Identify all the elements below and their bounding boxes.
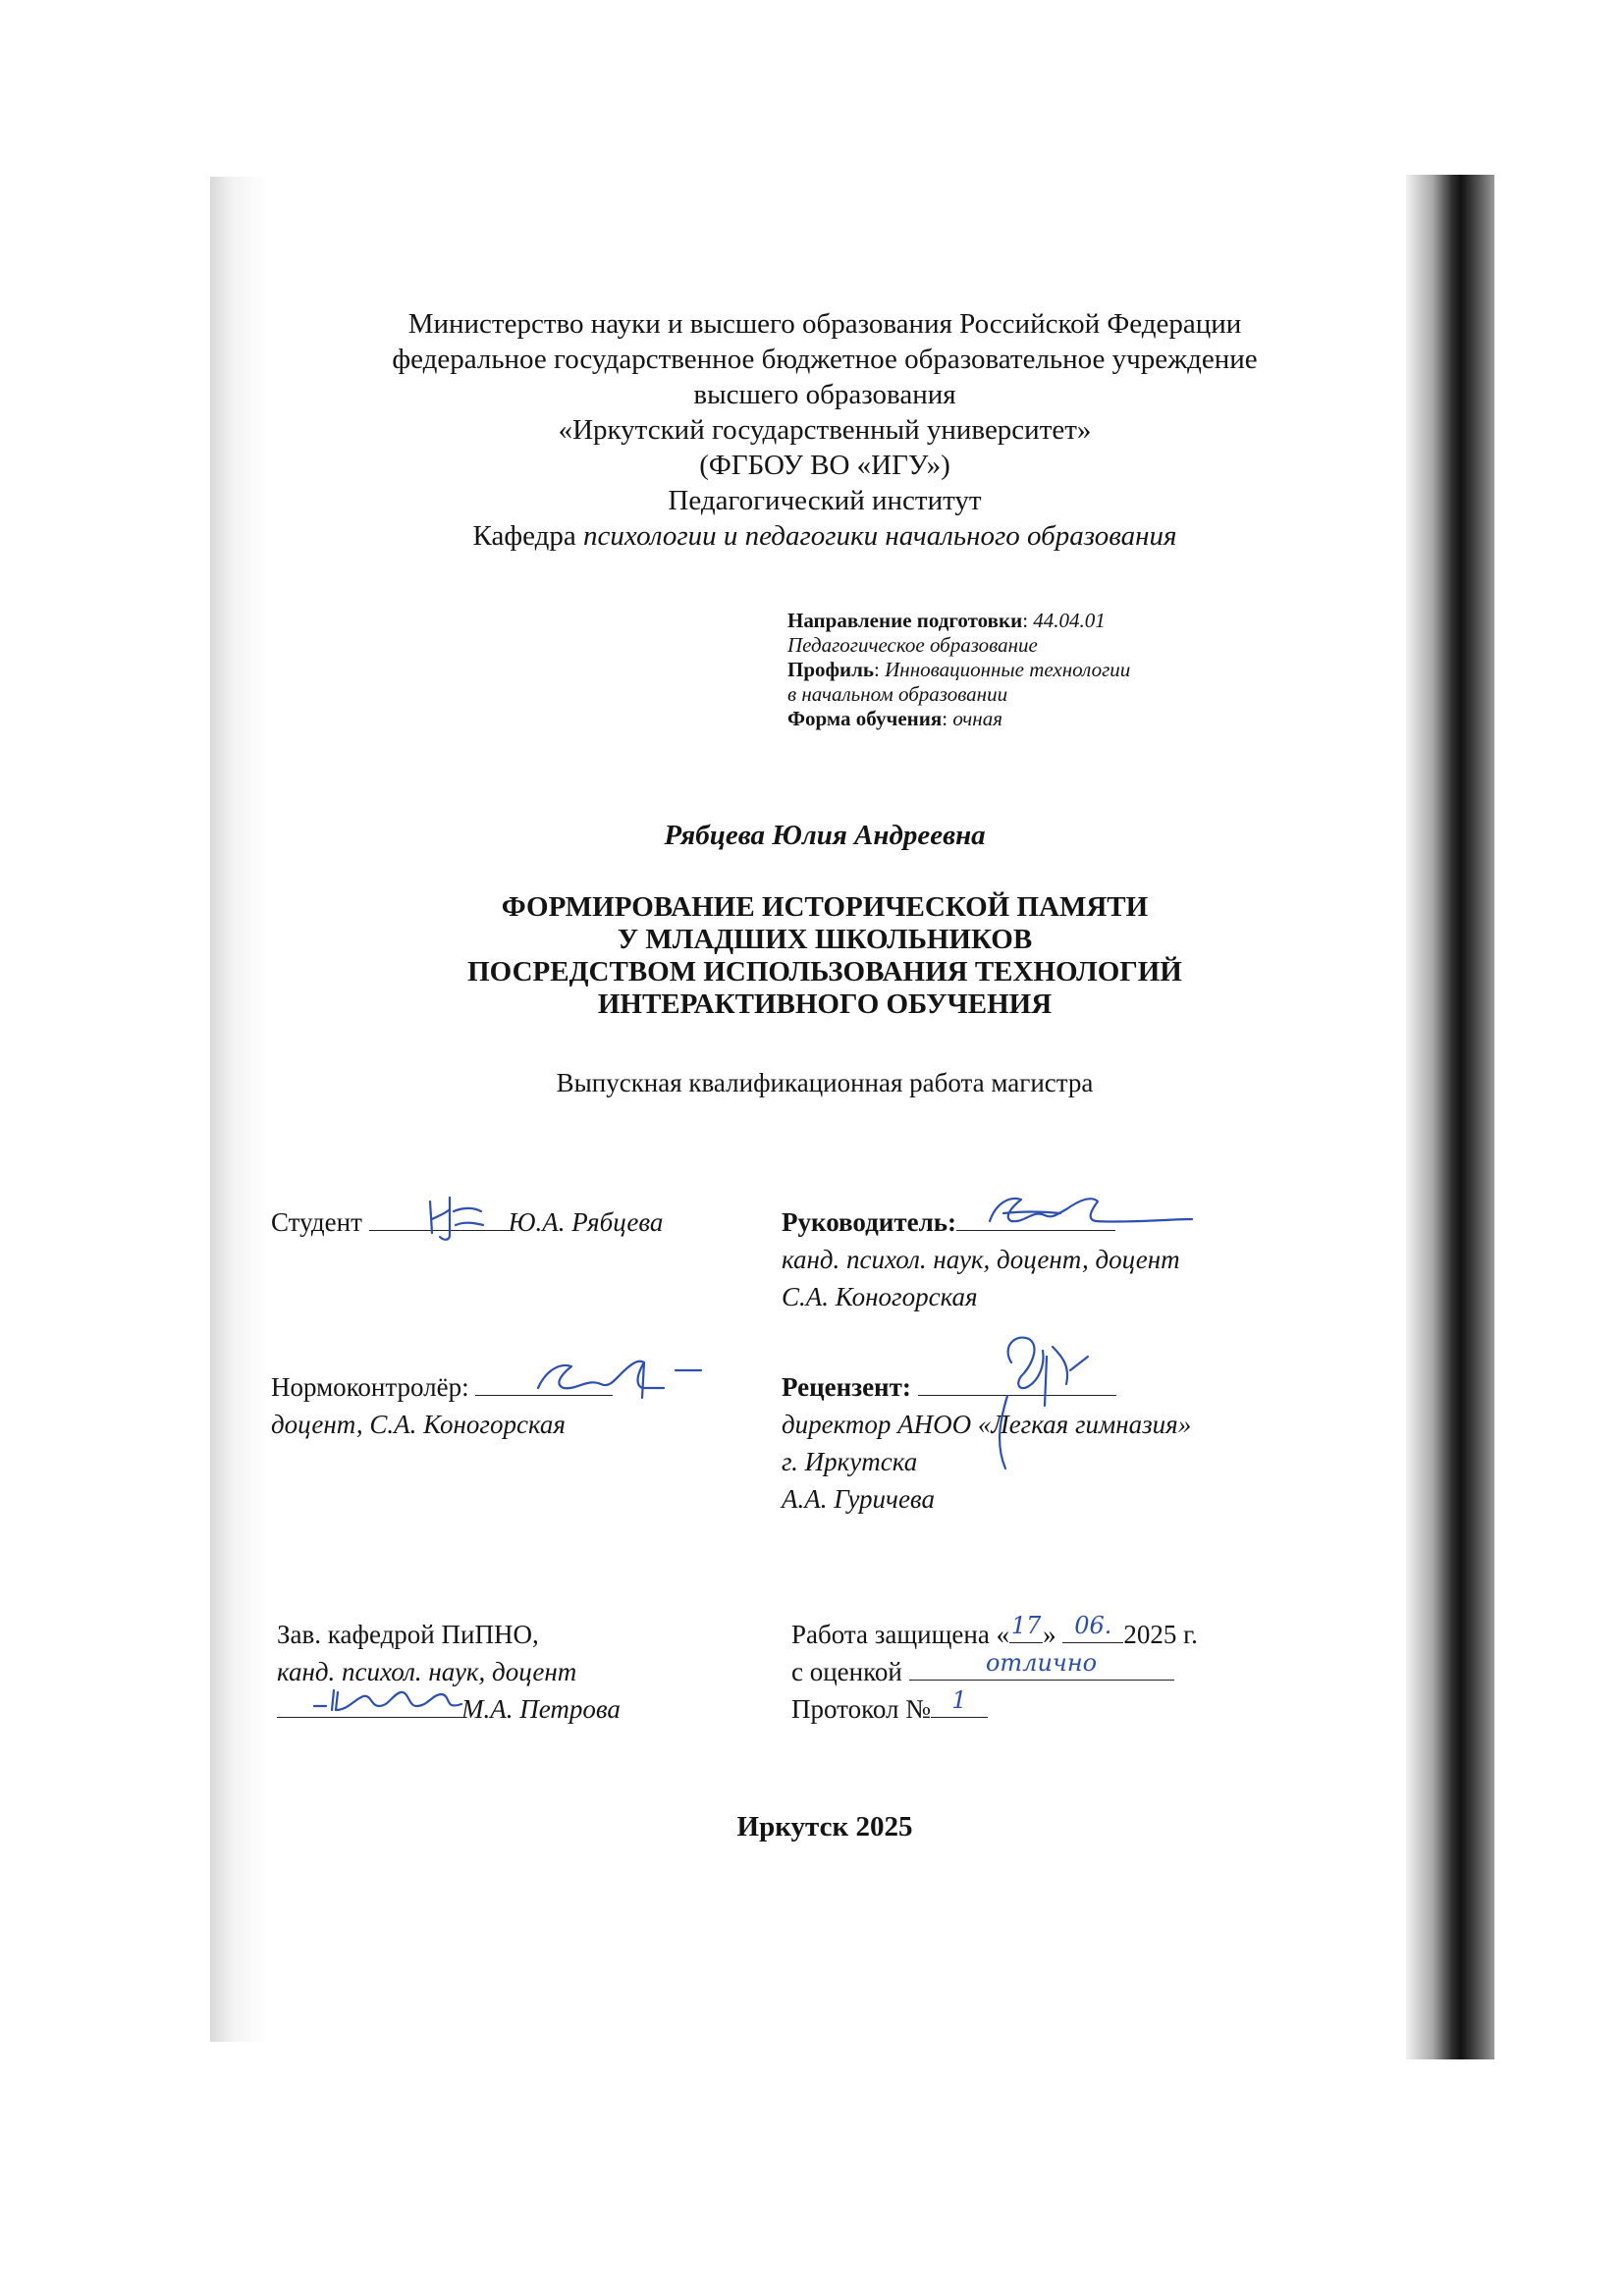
normcontrol-signature-icon xyxy=(528,1349,705,1406)
normcontrol-label: Нормоконтролёр xyxy=(271,1372,462,1402)
supervisor-position: канд. психол. наук, доцент, доцент xyxy=(782,1245,1180,1274)
defense-block xyxy=(791,1612,1322,1728)
city-year: Иркутск 2025 xyxy=(736,1811,913,1842)
scan-left-edge-shadow xyxy=(210,177,269,2042)
author-name: Рябцева Юлия Андреевна xyxy=(664,820,986,851)
student-name: Ю.А. Рябцева xyxy=(508,1207,664,1237)
protocol-field xyxy=(931,1686,988,1718)
supervisor-name: С.А. Коногорская xyxy=(782,1282,978,1311)
direction-code: 44.04.01 xyxy=(1033,609,1106,632)
reviewer-signature-icon xyxy=(972,1327,1100,1474)
supervisor-label: Руководитель xyxy=(782,1207,948,1237)
direction-name: Педагогическое образование xyxy=(787,633,1038,657)
defense-quote-close: » xyxy=(1043,1620,1056,1649)
form-label: Форма обучения xyxy=(787,707,943,730)
reviewer-signature-block: Рецензент: директор АНОО «Легкая гимназия» г. Иркутска А.А. Гуричева xyxy=(782,1368,1331,1518)
profile-row: Профиль: Инновационные технологии xyxy=(787,658,1131,681)
title-line: У МЛАДШИХ ШКОЛЬНИКОВ xyxy=(617,924,1033,955)
grade-field xyxy=(909,1649,1174,1681)
student-signature-icon xyxy=(420,1190,489,1249)
program-specs xyxy=(787,609,1298,731)
abbreviation-line: (ФГБОУ ВО «ИГУ») xyxy=(699,450,950,481)
profile-value-line2: в начальном образовании xyxy=(787,682,1008,706)
head-name: М.А. Петрова xyxy=(461,1694,621,1724)
defense-day-field xyxy=(1009,1612,1043,1643)
scan-right-edge-shadow xyxy=(1406,175,1494,2059)
department-prefix: Кафедра xyxy=(472,520,576,552)
title-line: ПОСРЕДСТВОМ ИСПОЛЬЗОВАНИЯ ТЕХНОЛОГИЙ xyxy=(467,956,1182,988)
student-label: Студент xyxy=(271,1207,362,1237)
department-name: психологии и педагогики начального образования xyxy=(583,520,1177,552)
institution-header xyxy=(295,306,1355,554)
profile-label: Профиль xyxy=(787,658,875,681)
institution-type-line: федеральное государственное бюджетное образовательное учреждение xyxy=(392,344,1258,375)
defense-month-field xyxy=(1062,1612,1123,1643)
protocol-number: 1 xyxy=(951,1686,967,1714)
form-row: Форма обучения: очная xyxy=(787,707,1002,730)
head-signature-icon xyxy=(306,1681,473,1720)
education-level-line: высшего образования xyxy=(693,379,956,410)
supervisor-signature-icon xyxy=(982,1186,1198,1235)
ministry-line: Министерство науки и высшего образования Российской Федерации xyxy=(407,308,1242,340)
work-type: Выпускная квалификационная работа магистра xyxy=(556,1068,1094,1097)
thesis-title xyxy=(295,891,1355,1021)
supervisor-signature-block: Руководитель: канд. психол. наук, доцент, доцент С.А. Коногорская xyxy=(782,1203,1292,1315)
reviewer-label: Рецензент xyxy=(782,1372,902,1402)
institute-line: Педагогический институт xyxy=(668,485,982,516)
reviewer-position: директор АНОО «Легкая гимназия» xyxy=(782,1410,1192,1439)
title-line: ФОРМИРОВАНИЕ ИСТОРИЧЕСКОЙ ПАМЯТИ xyxy=(501,891,1149,923)
title-line: ИНТЕРАКТИВНОГО ОБУЧЕНИЯ xyxy=(597,988,1053,1020)
protocol-label: Протокол № xyxy=(791,1694,931,1724)
profile-value-line1: Инновационные технологии xyxy=(885,658,1131,681)
form-value: очная xyxy=(952,707,1002,730)
grade-value: отлично xyxy=(985,1649,1098,1677)
university-line: «Иркутский государственный университет» xyxy=(558,414,1092,446)
defense-label: Работа защищена « xyxy=(791,1620,1010,1649)
normcontrol-signature-block: Нормоконтролёр: доцент, С.А. Коногорская xyxy=(271,1368,762,1443)
defense-day: 17 xyxy=(1010,1612,1042,1639)
head-label: Зав. кафедрой ПиПНО, xyxy=(277,1620,539,1649)
head-position: канд. психол. наук, доцент xyxy=(277,1657,577,1686)
defense-year: 2025 г. xyxy=(1123,1620,1198,1649)
direction-row: Направление подготовки: 44.04.01 xyxy=(787,609,1106,632)
normcontrol-position-name: доцент, С.А. Коногорская xyxy=(271,1410,566,1439)
grade-label: с оценкой xyxy=(791,1657,902,1686)
reviewer-name: А.А. Гуричева xyxy=(782,1484,935,1514)
department-line xyxy=(295,518,1355,554)
direction-label: Направление подготовки xyxy=(787,609,1023,632)
defense-month: 06. xyxy=(1074,1612,1112,1639)
reviewer-city: г. Иркутска xyxy=(782,1447,918,1476)
student-signature-block xyxy=(271,1203,732,1241)
